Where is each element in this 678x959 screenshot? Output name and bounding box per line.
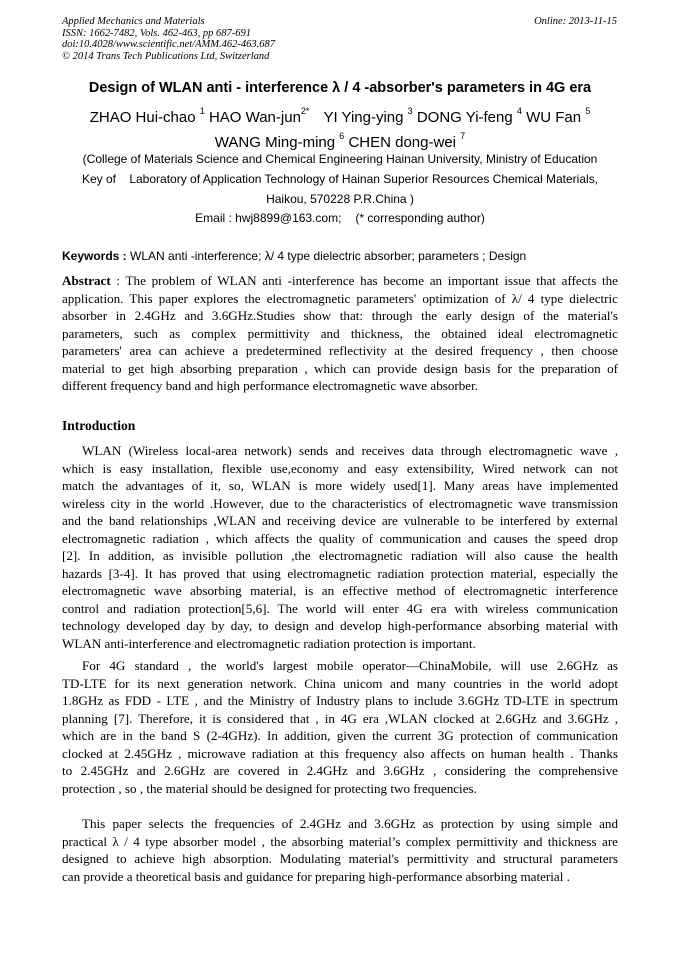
journal-name: Applied Mechanics and Materials [62,16,205,27]
author-list [62,103,618,153]
intro-paragraph-2 [62,657,618,797]
text-line: designed to achieve high absorption. Modulating material's permittivity and structural parameters [62,851,618,866]
text-line: to 2.45GHz and 2.6GHz are covered in 2.4GHz and 3.6GHz , considering the comprehensive [62,763,618,778]
author-name: WU Fan [526,109,582,126]
text-line: which are in the band S (2-4GHz). In addition, given the current 3G protection of communication [62,728,618,743]
text-line: This paper selects the frequencies of 2.4GHz and 3.6GHz as protection by using simple and [82,816,618,831]
section-heading-introduction: Introduction [62,418,136,433]
abstract-line: different frequency band and high performance electromagnetic wave absorber. [62,378,479,393]
text-line: protection , so , the material should be designed for protecting two frequencies. [62,780,477,796]
text-line: and the band relationships ,WLAN and receiving device are vulnerable to be interfered by external [62,513,618,528]
text-line: [2]. In addition, as invisible pollution ,the electromagnetic radiation will also cause the health [62,548,618,563]
abstract-label: Abstract [62,273,111,288]
paper-title: Design of WLAN anti - interference λ / 4 -absorber's parameters in 4G era [88,80,592,96]
keywords-text: WLAN anti -interference; λ/ 4 type dielectric absorber; parameters ; Design [130,249,527,263]
author-name: HAO Wan-jun [208,109,301,126]
author-line-1 [62,103,618,128]
author-name: CHEN dong-wei [348,134,456,151]
abstract-line: parameters, such as complex permittivity and thickness, the obtained ideal electromagnetic [62,325,618,341]
keywords-label: Keywords : [62,249,127,263]
author-sup: 3 [407,106,413,116]
text-line: hazards [3-4]. It has proved that using electromagnetic radiation protection material, especially the [62,565,618,581]
text-line: match the advantages of it, so, WLAN is more widely used[1]. Many areas have implemented [62,478,618,493]
text-line: can provide a theoretical basis and guidance for preparing high-performance absorbing material . [62,868,570,884]
author-name: WANG Ming-ming [214,134,336,151]
text-line: which is easy installation, flexible use,economy and easy extensibility, Wired network can not [62,460,618,476]
author-sup: 4 [516,106,522,116]
text-line: technology developed day by day, to design and develop high-performance absorbing material with [62,618,618,633]
affiliation-line: Key of Laboratory of Application Technology of Hainan Superior Resources Chemical Materials, [81,172,599,186]
keywords [62,249,618,263]
doi-line: doi:10.4028/www.scientific.net/AMM.462-463.687 [62,39,275,50]
text-line: wireless city in the world .However, due to the characteristics of electromagnetic wave transmission [62,495,618,511]
abstract-line: material to get high absorbing preparation , which can provide design basis for the preparation of [62,360,618,376]
affiliation-line: (College of Materials Science and Chemical Engineering Hainan University, Ministry of Education [82,152,598,166]
text-line: electromagnetic wave absorbing material, is an effective method of electromagnetic interference [62,583,618,598]
author-sup: 5 [585,106,591,116]
intro-paragraph-1 [62,442,618,652]
issn-line: ISSN: 1662-7482, Vols. 462-463, pp 687-691 [62,27,251,39]
abstract-line: Abstract : The problem of WLAN anti -interference has become an important issue that affects the [62,273,618,288]
author-sup: 2* [300,106,310,116]
text-line: 1.8GHz as FDD - LTE , and the Ministry of Industry plans to include 3.6GHz TD-LTE in spectrum [62,693,618,708]
text-line: WLAN (Wireless local-area network) sends and receives data through electromagnetic wave , [82,443,618,458]
author-sup: 7 [460,131,466,141]
text-line: practical λ / 4 type absorber model , the absorbing material’s complex permittivity and thickness are [62,833,618,849]
intro-paragraph-3 [62,815,618,885]
text-line: WLAN anti-interference and electromagnetic radiation protection is important. [62,635,476,651]
author-name: YI Ying-ying [323,109,404,126]
text-line: electromagnetic radiation , which affects the quality of communication and causes the speed drop [62,530,618,546]
text-line: TD-LTE for its next generation network. China unicom and many countries in the world adopt [62,675,618,691]
affiliation-line: Haikou, 570228 P.R.China ) [266,192,414,206]
affiliation [62,149,618,209]
author-sup: 1 [199,106,205,116]
text-line: For 4G standard , the world's largest mobile operator—ChinaMobile, will use 2.6GHz as [82,658,618,673]
copyright-line: © 2014 Trans Tech Publications Ltd, Switzerland [62,50,270,62]
text-line: control and radiation protection[5,6]. The world will enter 4G era with wireless communication [62,600,618,616]
journal-header [62,16,617,62]
author-sup: 6 [339,131,345,141]
email-line [62,211,618,225]
author-name: ZHAO Hui-chao [89,109,196,126]
author-name: DONG Yi-feng [416,109,513,126]
text-line: clocked at 2.45GHz , microwave radiation at this frequency also affects on human health . Thanks [62,745,618,761]
online-date: Online: 2013-11-15 [534,16,617,27]
text-line: planning [7]. Therefore, it is considered that , in 4G era ,WLAN clocked at 2.6GHz and 3.6GHz , [62,710,618,726]
corresponding-note: (* corresponding author) [355,211,485,225]
abstract-line: absorber in 2.4GHz and 3.6GHz.Studies show that: through the early design of the material's [62,308,618,323]
abstract [62,272,618,395]
email-address[interactable]: Email : hwj8899@163.com; [195,211,342,225]
abstract-line: parameters' area can achieve a predetermined reflectivity at the desired frequency , then choose [62,343,618,358]
abstract-line: application. This paper explores the electromagnetic parameters' optimization of λ/ 4 type dielectric [62,290,618,306]
